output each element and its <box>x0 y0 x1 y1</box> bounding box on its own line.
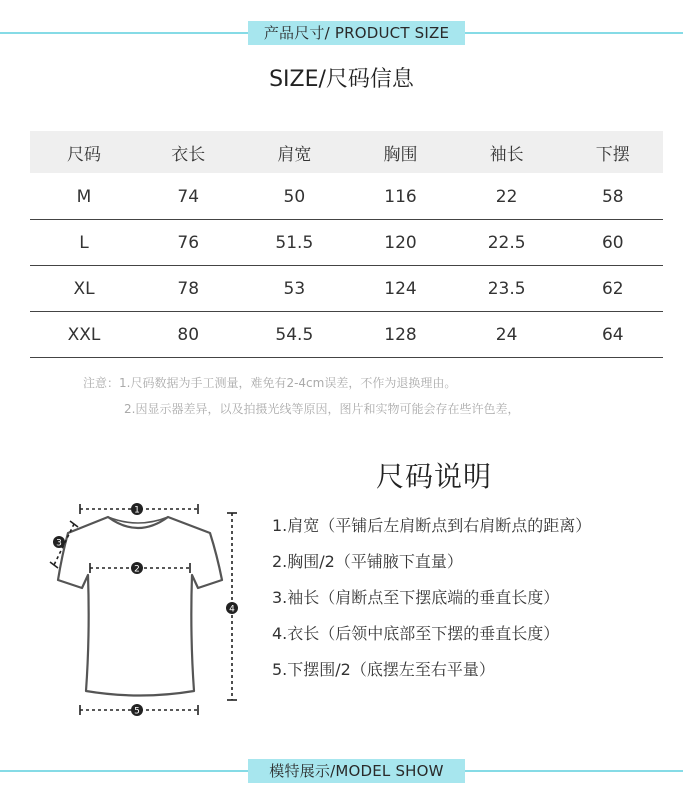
table-cell: 64 <box>563 311 663 357</box>
table-cell: 76 <box>138 219 238 265</box>
size-section-title: SIZE/尺码信息 <box>269 67 414 92</box>
table-cell: 80 <box>138 311 238 357</box>
table-cell: 51.5 <box>238 219 350 265</box>
tshirt-measurement-diagram <box>40 495 250 725</box>
list-item: 2.胸围/2（平铺腋下直量） <box>272 552 463 571</box>
section-banner-model-show <box>0 758 683 784</box>
marker-4 <box>226 602 238 615</box>
svg-text:1: 1 <box>134 505 140 516</box>
table-cell: 53 <box>238 265 350 311</box>
table-row <box>30 311 663 357</box>
header-hem: 下摆 <box>563 131 663 173</box>
table-cell: 60 <box>563 219 663 265</box>
header-sleeve: 袖长 <box>451 131 563 173</box>
header-shoulder: 肩宽 <box>238 131 350 173</box>
table-cell: 22 <box>451 173 563 219</box>
measurement-note: 注意：1.尺码数据为手工测量，难免有2-4cm误差，不作为退换理由。 <box>83 376 457 390</box>
marker-5 <box>131 704 143 717</box>
svg-text:4: 4 <box>229 604 235 615</box>
table-cell: 78 <box>138 265 238 311</box>
table-cell: L <box>30 219 138 265</box>
list-item: 5.下摆围/2（底摆左至右平量） <box>272 660 495 679</box>
table-cell: 54.5 <box>238 311 350 357</box>
list-item: 1.肩宽（平铺后左肩断点到右肩断点的距离） <box>272 516 592 535</box>
size-table <box>30 131 663 358</box>
tshirt-outline-icon <box>58 517 222 696</box>
banner-label: 产品尺寸/ PRODUCT SIZE <box>248 21 465 45</box>
list-item: 4.衣长（后领中底部至下摆的垂直长度） <box>272 624 560 643</box>
table-header-row <box>30 131 663 173</box>
table-cell: 124 <box>350 265 450 311</box>
header-size: 尺码 <box>30 131 138 173</box>
table-cell: 58 <box>563 173 663 219</box>
svg-text:2: 2 <box>134 564 140 575</box>
svg-text:3: 3 <box>56 538 62 549</box>
table-cell: 116 <box>350 173 450 219</box>
table-cell: XXL <box>30 311 138 357</box>
table-cell: 62 <box>563 265 663 311</box>
table-cell: XL <box>30 265 138 311</box>
table-cell: 24 <box>451 311 563 357</box>
size-guide-title: 尺码说明 <box>376 460 493 493</box>
svg-text:5: 5 <box>134 706 140 717</box>
header-length: 衣长 <box>138 131 238 173</box>
table-cell: 50 <box>238 173 350 219</box>
table-row <box>30 219 663 265</box>
table-row <box>30 173 663 219</box>
table-row <box>30 265 663 311</box>
size-guide-list <box>272 512 591 692</box>
table-cell: 74 <box>138 173 238 219</box>
table-cell: 22.5 <box>451 219 563 265</box>
section-banner-product-size <box>0 20 683 46</box>
table-cell: M <box>30 173 138 219</box>
table-cell: 23.5 <box>451 265 563 311</box>
table-cell: 128 <box>350 311 450 357</box>
marker-1 <box>131 503 143 516</box>
header-chest: 胸围 <box>350 131 450 173</box>
color-note: 2.因显示器差异，以及拍摄光线等原因，图片和实物可能会存在些许色差， <box>124 402 520 416</box>
table-cell: 120 <box>350 219 450 265</box>
list-item: 3.袖长（肩断点至下摆底端的垂直长度） <box>272 588 560 607</box>
banner-label: 模特展示/MODEL SHOW <box>248 759 465 783</box>
marker-2 <box>131 562 143 575</box>
